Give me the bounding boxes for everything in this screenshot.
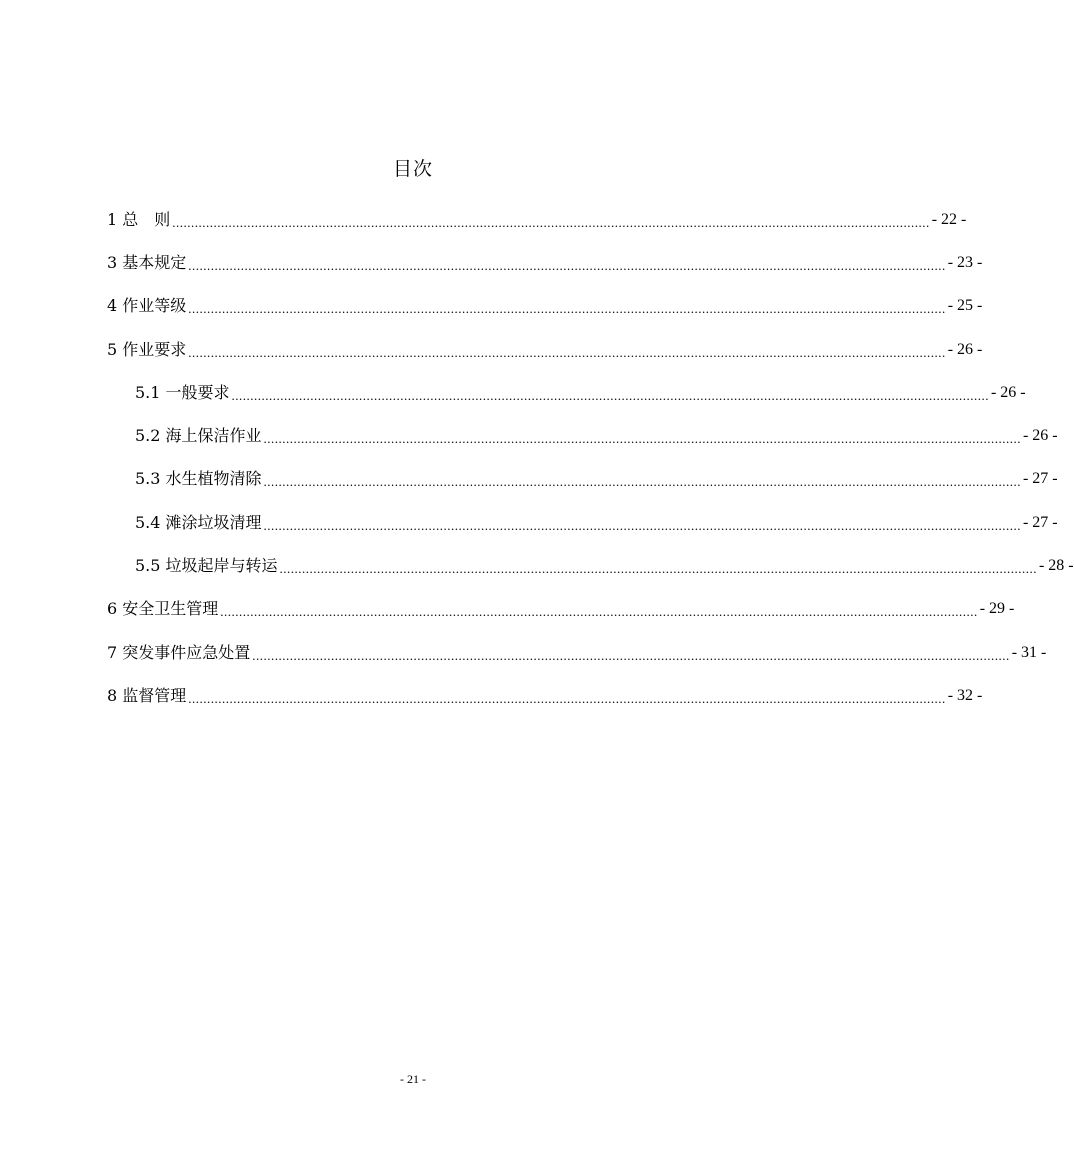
toc-entry-page: - 32 -: [947, 686, 983, 704]
toc-entry-number: 7: [107, 642, 118, 662]
toc-dot-leader: ..........................................................................................................................................................................................................: [263, 517, 1021, 533]
toc-dot-leader: ..........................................................................................................................................................................................................: [188, 344, 946, 360]
toc-entry-7[interactable]: [107, 631, 1047, 674]
toc-entry-number: 5.4: [135, 512, 161, 532]
toc-title: 目次: [392, 158, 433, 180]
toc-entry-1[interactable]: [107, 198, 967, 241]
toc-entry-number: 1: [107, 209, 118, 229]
toc-entry-number: 5.2: [135, 426, 161, 446]
toc-entry-4[interactable]: [107, 285, 983, 328]
toc-dot-leader: ..........................................................................................................................................................................................................: [172, 214, 930, 230]
toc-entry-page: - 22 -: [931, 210, 967, 228]
toc-entry-page: - 31 -: [1011, 643, 1047, 661]
toc-entry-5[interactable]: [107, 328, 983, 371]
toc-entry-number: 8: [107, 685, 118, 705]
toc-entry-number: 3: [107, 252, 118, 272]
toc-entry-5-5[interactable]: [107, 544, 1074, 587]
toc-entry-5-3[interactable]: [107, 458, 1058, 501]
toc-dot-leader: ..........................................................................................................................................................................................................: [188, 690, 946, 706]
toc-entry-page: - 23 -: [947, 253, 983, 271]
toc-entry-page: - 29 -: [979, 600, 1015, 618]
toc-entry-number: 6: [107, 599, 118, 619]
toc-entry-number: 5.1: [135, 382, 161, 402]
toc-dot-leader: ..........................................................................................................................................................................................................: [231, 387, 989, 403]
toc-entry-page: - 26 -: [1022, 427, 1058, 445]
toc-entry-title: 安全卫生管理: [122, 599, 219, 619]
toc-dot-leader: ..........................................................................................................................................................................................................: [252, 647, 1010, 663]
toc-entry-page: - 28 -: [1038, 557, 1074, 575]
toc-entry-title: 海上保洁作业: [165, 426, 262, 446]
toc-entry-title: 垃圾起岸与转运: [165, 556, 278, 576]
toc-entry-title: 一般要求: [165, 382, 230, 402]
toc-entry-title: 作业等级: [122, 296, 187, 316]
toc-entry-title: 作业要求: [122, 339, 187, 359]
toc-entry-title: 突发事件应急处置: [122, 642, 251, 662]
toc-entry-page: - 27 -: [1022, 513, 1058, 531]
toc-entry-5-1[interactable]: [107, 371, 1026, 414]
toc-entry-8[interactable]: [107, 674, 983, 717]
toc-entry-number: 4: [107, 296, 118, 316]
table-of-contents: [107, 198, 1074, 718]
toc-entry-6[interactable]: [107, 588, 1015, 631]
toc-entry-title: 总 则: [122, 209, 171, 229]
toc-entry-3[interactable]: [107, 241, 983, 284]
toc-dot-leader: ..........................................................................................................................................................................................................: [220, 604, 978, 620]
toc-entry-number: 5.5: [135, 556, 161, 576]
toc-entry-5-4[interactable]: [107, 501, 1058, 544]
page-number: - 21 -: [400, 1072, 426, 1086]
toc-dot-leader: ..........................................................................................................................................................................................................: [263, 431, 1021, 447]
toc-entry-page: - 26 -: [990, 383, 1026, 401]
toc-dot-leader: ..........................................................................................................................................................................................................: [188, 257, 946, 273]
toc-dot-leader: ..........................................................................................................................................................................................................: [263, 474, 1021, 490]
toc-entry-page: - 27 -: [1022, 470, 1058, 488]
toc-entry-page: - 25 -: [947, 297, 983, 315]
toc-entry-title: 水生植物清除: [165, 469, 262, 489]
toc-entry-page: - 26 -: [947, 340, 983, 358]
toc-dot-leader: ..........................................................................................................................................................................................................: [188, 301, 946, 317]
toc-dot-leader: ..........................................................................................................................................................................................................: [279, 561, 1037, 577]
toc-entry-title: 基本规定: [122, 252, 187, 272]
toc-entry-number: 5: [107, 339, 118, 359]
toc-entry-5-2[interactable]: [107, 414, 1058, 457]
toc-entry-title: 滩涂垃圾清理: [165, 512, 262, 532]
toc-entry-title: 监督管理: [122, 685, 187, 705]
toc-entry-number: 5.3: [135, 469, 161, 489]
